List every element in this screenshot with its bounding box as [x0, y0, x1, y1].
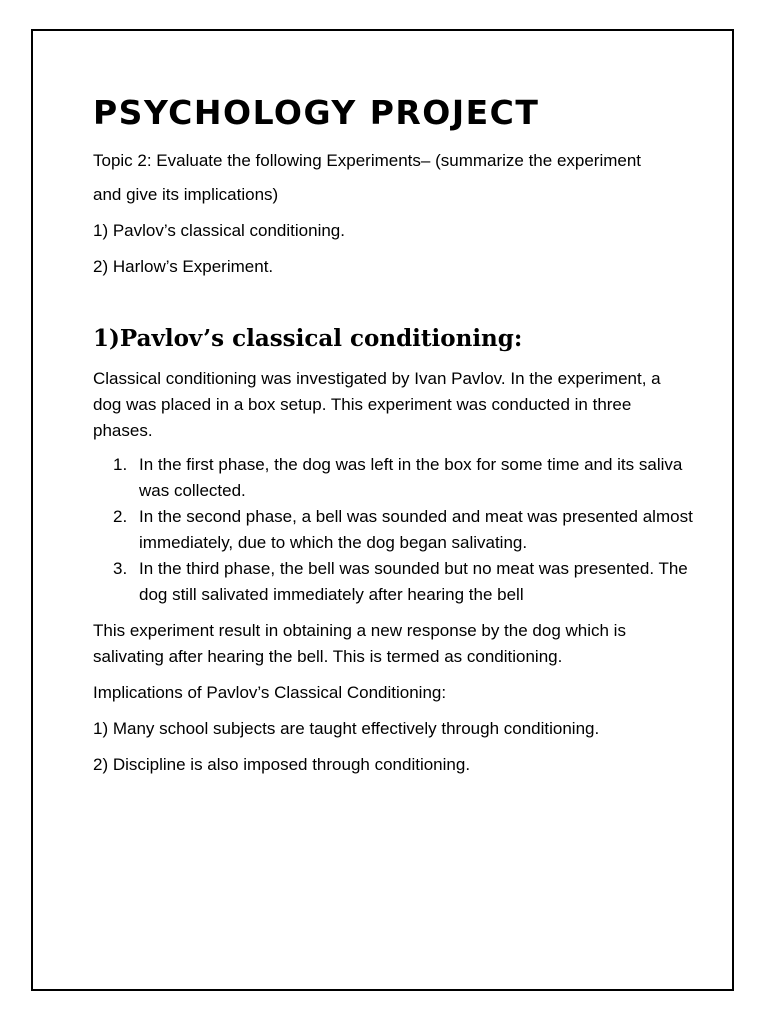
phase-text: In the third phase, the bell was sounded but no meat was presented. The dog still salivated immediately after hearing the bell: [139, 559, 688, 604]
phase-list-item: [93, 452, 693, 504]
phase-number: 2.: [113, 507, 128, 526]
phase-list-item: [93, 504, 693, 556]
result-paragraph: This experiment result in obtaining a new response by the dog which is salivating after hearing the bell. This is termed as conditioning.: [93, 621, 626, 666]
implication-item: 2) Discipline is also imposed through conditioning.: [93, 755, 471, 774]
implications-heading: Implications of Pavlov’s Classical Conditioning:: [93, 683, 447, 702]
section-intro-paragraph: Classical conditioning was investigated by Ivan Pavlov. In the experiment, a dog was placed in a box setup. This experiment was conducted in three phases.: [93, 369, 661, 440]
phase-number: 3.: [113, 559, 128, 578]
phase-text: In the first phase, the dog was left in the box for some time and its saliva was collected.: [139, 455, 683, 500]
topic-line-continued: and give its implications): [93, 185, 279, 204]
phase-list: [93, 452, 693, 608]
document-title: PSYCHOLOGY PROJECT: [93, 93, 540, 132]
document-content: [93, 92, 693, 778]
experiment-list-item: 1) Pavlov’s classical conditioning.: [93, 221, 345, 240]
phase-text: In the second phase, a bell was sounded and meat was presented almost immediately, due to which the dog began salivating.: [139, 507, 693, 552]
phase-list-item: [93, 556, 693, 608]
section-heading: 1)Pavlov’s classical conditioning:: [93, 325, 523, 352]
implication-item: 1) Many school subjects are taught effectively through conditioning.: [93, 719, 600, 738]
phase-number: 1.: [113, 455, 128, 474]
topic-line: Topic 2: Evaluate the following Experiments– (summarize the experiment: [93, 151, 642, 170]
experiment-list-item: 2) Harlow’s Experiment.: [93, 257, 274, 276]
